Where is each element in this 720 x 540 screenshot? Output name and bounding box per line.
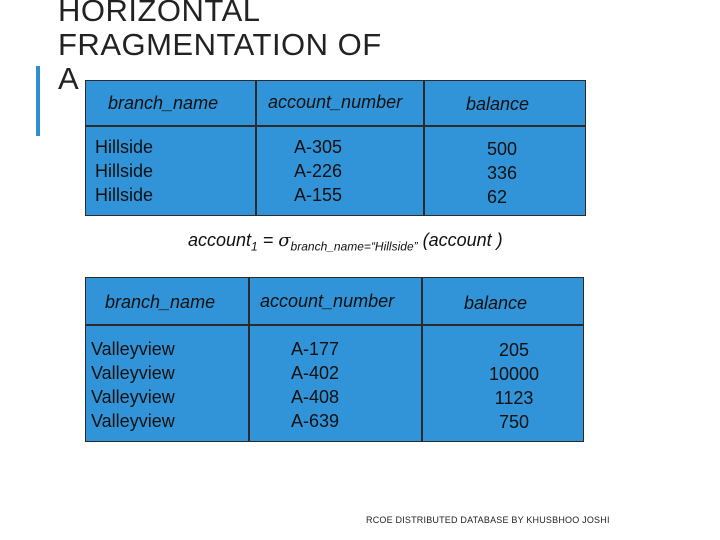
table-row: 500 [487, 139, 518, 159]
formula-lhs: account [188, 230, 252, 250]
table1-header-account: account_number [268, 92, 403, 112]
table2-header-branch: branch_name [105, 292, 216, 312]
table-row: Hillside [95, 161, 154, 181]
table-row: Valleyview [91, 339, 175, 359]
table-row: 205 [498, 340, 530, 360]
table-row: Hillside [95, 137, 154, 157]
table-row: Valleyview [91, 411, 175, 431]
table-row: 62 [487, 187, 508, 207]
formula-condition: branch_name=“Hillside” [290, 239, 418, 254]
table-row: A-177 [291, 339, 340, 359]
table1-col-account [294, 135, 342, 207]
table2-col-branch [91, 337, 175, 433]
formula-argument: (account ) [417, 230, 503, 250]
table-row: A-226 [294, 161, 343, 181]
table1-header-branch: branch_name [108, 93, 219, 113]
accent-bar [36, 66, 40, 136]
table1-col-balance [487, 137, 517, 209]
table-row: 336 [487, 163, 518, 183]
table-row: A-155 [294, 185, 343, 205]
table-row: Valleyview [91, 363, 175, 383]
table-row: Hillside [95, 185, 154, 205]
table-row: 10000 [488, 364, 540, 384]
table1-header-balance: balance [466, 94, 530, 114]
table-row: 1123 [494, 388, 534, 408]
table-row: A-408 [291, 387, 340, 407]
table-row: A-305 [294, 137, 343, 157]
table1-col-branch [95, 135, 153, 207]
table-row: Valleyview [91, 387, 175, 407]
table2-header-account: account_number [260, 291, 395, 311]
table2-col-balance [484, 338, 544, 434]
sigma-symbol: σ [278, 230, 291, 251]
table-row: A-639 [291, 411, 340, 431]
slide-title: HORIZONTAL FRAGMENTATION OF A [58, 0, 382, 96]
table2-header-balance: balance [464, 293, 528, 313]
table-row: A-402 [291, 363, 340, 383]
table2-col-account [291, 337, 339, 433]
slide-footer: RCOE DISTRIBUTED DATABASE BY KHUSBHOO JOSHI [366, 515, 610, 525]
table-row: 750 [498, 412, 530, 432]
formula-lhs-sub: 1 [251, 239, 258, 254]
selection-formula [188, 230, 503, 254]
formula-equals: = [257, 230, 279, 250]
